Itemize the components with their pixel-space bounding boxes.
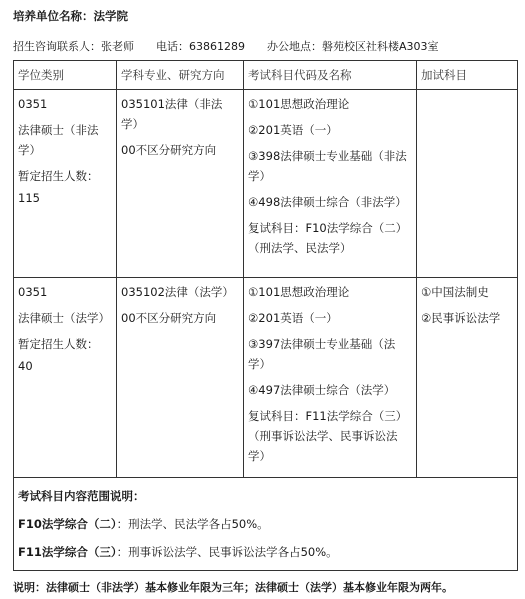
subject-item: ②201英语（一）: [248, 311, 338, 325]
table-row: [14, 90, 518, 278]
research-direction: 00不区分研究方向: [121, 143, 217, 157]
subject-item: ①101思想政治理论: [248, 97, 350, 111]
degree-code: 0351: [18, 97, 48, 111]
notes-title: 考试科目内容范围说明：: [18, 489, 145, 503]
subject-item: ②201英语（一）: [248, 123, 338, 137]
extra-subject: ①中国法制史: [421, 285, 489, 299]
major-cell: [117, 278, 244, 478]
major-name: 035102法律（法学）: [121, 285, 234, 299]
degree-name: 法律硕士（法学）: [18, 311, 110, 325]
subject-item: ④497法律硕士综合（法学）: [248, 383, 396, 397]
note-f11-text: ：刑事诉讼法学、民事诉讼法学各占50%。: [116, 545, 338, 559]
header-extra: 加试科目: [417, 61, 518, 90]
research-direction: 00不区分研究方向: [121, 311, 217, 325]
header-major: 学科专业、研究方向: [117, 61, 244, 90]
degree-cell: [14, 278, 117, 478]
notes-cell: [14, 478, 518, 571]
subject-item: ④498法律硕士综合（非法学）: [248, 195, 407, 209]
admission-table: [13, 60, 518, 571]
subject-item: ①101思想政治理论: [248, 285, 350, 299]
major-name: 035101法律（非法学）: [121, 97, 223, 131]
subject-item: ③397法律硕士专业基础（法学）: [248, 337, 396, 371]
note-f10-text: ：刑法学、民法学各占50%。: [116, 517, 269, 531]
contact-line: 招生咨询联系人：张老师 电话：63861289 办公地点：磐苑校区社科楼A303室: [13, 40, 439, 53]
retest-subject: 复试科目：F11法学综合（三）（刑事诉讼法学、民事诉讼法学）: [248, 409, 408, 463]
table-row: [14, 278, 518, 478]
quota-value: 115: [18, 191, 40, 205]
extra-cell: [417, 278, 518, 478]
quota-label: 暂定招生人数：: [18, 337, 99, 351]
header-degree: 学位类别: [14, 61, 117, 90]
header-subjects: 考试科目代码及名称: [244, 61, 417, 90]
note-f10: [18, 510, 513, 538]
degree-name: 法律硕士（非法学）: [18, 123, 99, 157]
major-cell: [117, 90, 244, 278]
unit-title: 培养单位名称：法学院: [13, 9, 128, 23]
note-f11: [18, 538, 513, 566]
extra-subject: ②民事诉讼法学: [421, 311, 501, 325]
subjects-cell: [244, 90, 417, 278]
subjects-cell: [244, 278, 417, 478]
footer-note: 说明：法律硕士（非法学）基本修业年限为三年；法律硕士（法学）基本修业年限为两年。: [13, 581, 453, 594]
retest-subject: 复试科目：F10法学综合（二）（刑法学、民法学）: [248, 221, 408, 255]
subject-item: ③398法律硕士专业基础（非法学）: [248, 149, 407, 183]
extra-cell: [417, 90, 518, 278]
notes-row: [14, 478, 518, 571]
quota-label: 暂定招生人数：: [18, 169, 99, 183]
quota-value: 40: [18, 359, 33, 373]
table-header-row: [14, 61, 518, 90]
degree-code: 0351: [18, 285, 48, 299]
note-f10-label: F10法学综合（二）: [18, 517, 117, 531]
note-f11-label: F11法学综合（三）: [18, 545, 117, 559]
degree-cell: [14, 90, 117, 278]
